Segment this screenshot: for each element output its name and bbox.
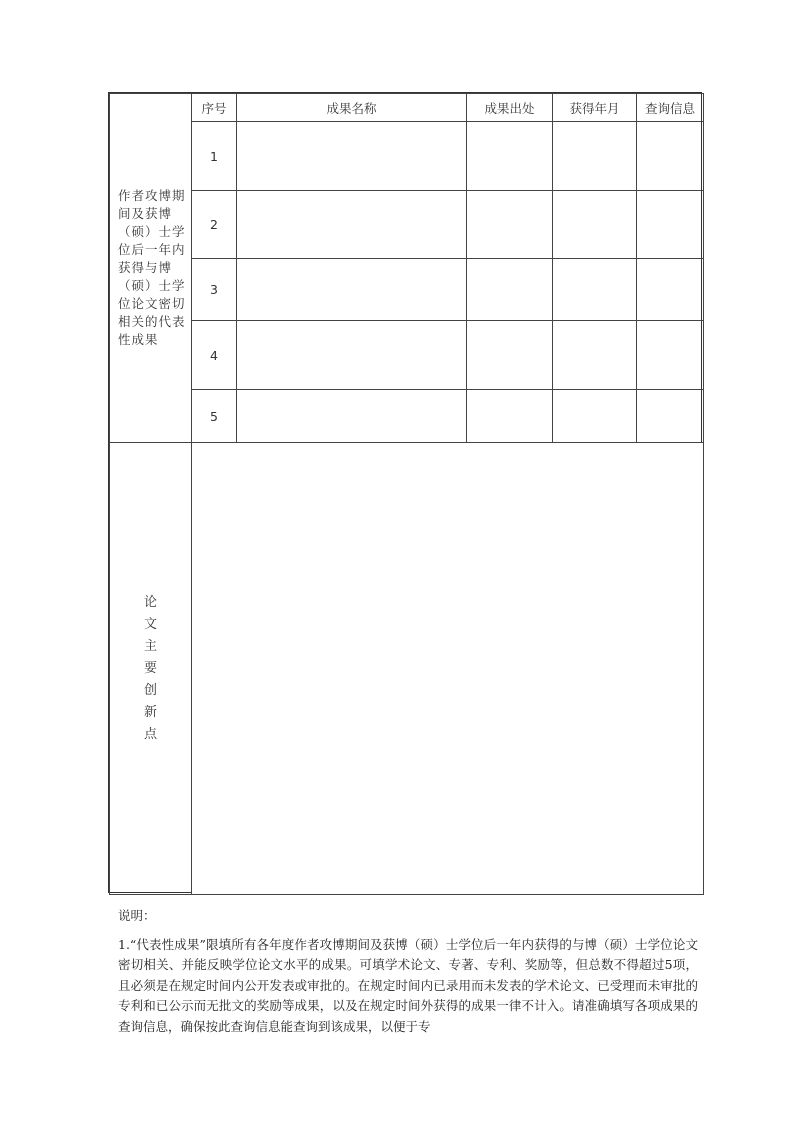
header-index: 序号 [192,94,237,122]
notes-section [118,906,698,1037]
table-row [110,259,704,321]
innovation-content-area[interactable] [192,443,704,895]
name-cell[interactable] [237,321,467,390]
query-cell[interactable] [637,191,704,259]
source-cell[interactable] [467,122,553,191]
query-cell[interactable] [637,259,704,321]
query-cell[interactable] [637,321,704,390]
header-name: 成果名称 [237,94,467,122]
achievements-table [109,93,704,895]
date-cell[interactable] [553,390,637,443]
source-cell[interactable] [467,390,553,443]
date-cell[interactable] [553,259,637,321]
date-cell[interactable] [553,191,637,259]
row-index: 5 [192,390,237,443]
table-row [110,390,704,443]
query-cell[interactable] [637,122,704,191]
source-cell[interactable] [467,259,553,321]
row-index: 2 [192,191,237,259]
row-index: 3 [192,259,237,321]
header-source: 成果出处 [467,94,553,122]
name-cell[interactable] [237,122,467,191]
header-date: 获得年月 [553,94,637,122]
header-query: 查询信息 [637,94,704,122]
name-cell[interactable] [237,390,467,443]
date-cell[interactable] [553,321,637,390]
name-cell[interactable] [237,191,467,259]
form-sheet [108,92,702,893]
query-cell[interactable] [637,390,704,443]
innovation-row [110,443,704,895]
notes-title: 说明： [118,908,156,923]
date-cell[interactable] [553,122,637,191]
innovation-section-label: 论 文 主 要 创 新 点 [110,443,192,895]
notes-body: 1.“代表性成果”限填所有各年度作者攻博期间及获博（硕）士学位后一年内获得的与博（硕）士学位论文密切相关、并能反映学位论文水平的成果。可填学术论文、专著、专利、奖励等，但总数不得超过5项，且必须是在规定时间内公开发表或审批的。在规定时间内已录用而未发表的学术论文、已受理而未审批的专利和已公示而无批文的奖励等成果，以及在规定时间外获得的成果一律不计入。请准确填写各项成果的查询信息，确保按此查询信息能查询到该成果，以便于专 [118,936,698,1034]
name-cell[interactable] [237,259,467,321]
row-index: 4 [192,321,237,390]
source-cell[interactable] [467,191,553,259]
achievements-section-label: 作者攻博期间及获博（硕）士学位后一年内获得与博（硕）士学位论文密切相关的代表性成果 [110,94,192,443]
table-row [110,321,704,390]
source-cell[interactable] [467,321,553,390]
row-index: 1 [192,122,237,191]
table-row [110,191,704,259]
table-row [110,122,704,191]
